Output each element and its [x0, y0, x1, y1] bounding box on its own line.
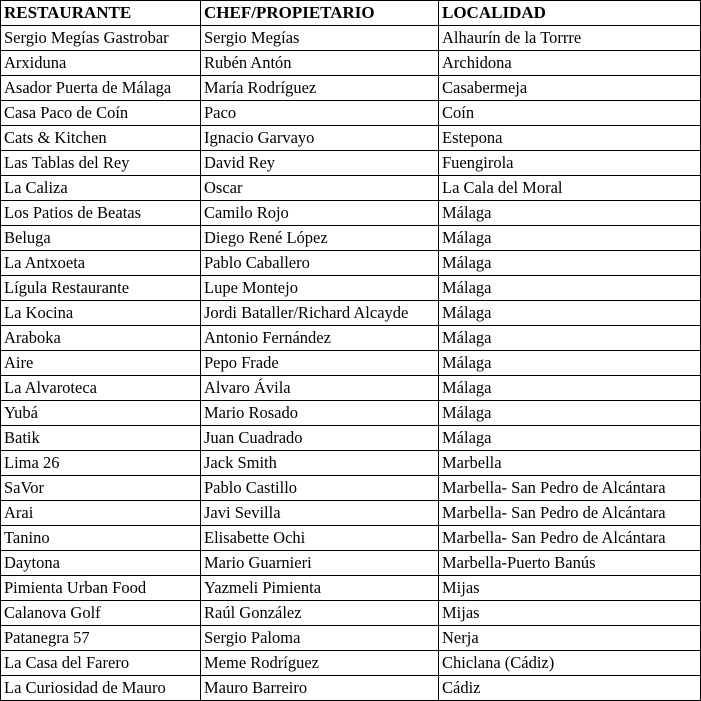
location-cell: Málaga: [439, 226, 701, 251]
location-cell: Marbella-Puerto Banús: [439, 551, 701, 576]
table-row: [1, 476, 701, 501]
chef-cell: Rubén Antón: [201, 51, 439, 76]
chef-cell: Jack Smith: [201, 451, 439, 476]
chef-cell: Elisabette Ochi: [201, 526, 439, 551]
table-row: [1, 151, 701, 176]
table-header: [1, 1, 701, 26]
restaurant-cell: Beluga: [1, 226, 201, 251]
table-row: [1, 201, 701, 226]
restaurant-cell: Arai: [1, 501, 201, 526]
restaurant-cell: Cats & Kitchen: [1, 126, 201, 151]
location-cell: Marbella: [439, 451, 701, 476]
location-cell: Coín: [439, 101, 701, 126]
restaurant-cell: Daytona: [1, 551, 201, 576]
table-row: [1, 601, 701, 626]
chef-cell: Sergio Paloma: [201, 626, 439, 651]
header-localidad: LOCALIDAD: [439, 1, 701, 26]
table-row: [1, 401, 701, 426]
table-row: [1, 326, 701, 351]
chef-cell: Pepo Frade: [201, 351, 439, 376]
location-cell: Alhaurín de la Torrre: [439, 26, 701, 51]
chef-cell: Javi Sevilla: [201, 501, 439, 526]
location-cell: Mijas: [439, 601, 701, 626]
restaurant-cell: Yubá: [1, 401, 201, 426]
chef-cell: Antonio Fernández: [201, 326, 439, 351]
restaurant-cell: Sergio Megías Gastrobar: [1, 26, 201, 51]
restaurant-cell: SaVor: [1, 476, 201, 501]
header-row: [1, 1, 701, 26]
location-cell: Málaga: [439, 251, 701, 276]
chef-cell: Meme Rodríguez: [201, 651, 439, 676]
location-cell: Málaga: [439, 401, 701, 426]
table-row: [1, 226, 701, 251]
chef-cell: Ignacio Garvayo: [201, 126, 439, 151]
restaurant-cell: La Kocina: [1, 301, 201, 326]
location-cell: Málaga: [439, 276, 701, 301]
table-row: [1, 426, 701, 451]
table-row: [1, 276, 701, 301]
restaurant-cell: La Curiosidad de Mauro: [1, 676, 201, 701]
restaurant-cell: Lima 26: [1, 451, 201, 476]
header-restaurante: RESTAURANTE: [1, 1, 201, 26]
restaurant-cell: La Caliza: [1, 176, 201, 201]
restaurant-cell: Lígula Restaurante: [1, 276, 201, 301]
chef-cell: Mario Rosado: [201, 401, 439, 426]
chef-cell: Camilo Rojo: [201, 201, 439, 226]
table-row: [1, 376, 701, 401]
chef-cell: David Rey: [201, 151, 439, 176]
table-row: [1, 176, 701, 201]
location-cell: Marbella- San Pedro de Alcántara: [439, 526, 701, 551]
table-row: [1, 676, 701, 701]
location-cell: Cádiz: [439, 676, 701, 701]
restaurant-cell: Asador Puerta de Málaga: [1, 76, 201, 101]
chef-cell: Oscar: [201, 176, 439, 201]
table-row: [1, 101, 701, 126]
restaurant-cell: Batik: [1, 426, 201, 451]
chef-cell: Mario Guarnieri: [201, 551, 439, 576]
restaurant-cell: La Antxoeta: [1, 251, 201, 276]
restaurant-cell: Tanino: [1, 526, 201, 551]
restaurant-cell: Las Tablas del Rey: [1, 151, 201, 176]
restaurant-cell: Calanova Golf: [1, 601, 201, 626]
table-row: [1, 251, 701, 276]
location-cell: Málaga: [439, 376, 701, 401]
table-row: [1, 501, 701, 526]
table-row: [1, 626, 701, 651]
chef-cell: Juan Cuadrado: [201, 426, 439, 451]
table-row: [1, 51, 701, 76]
chef-cell: Raúl González: [201, 601, 439, 626]
location-cell: Fuengirola: [439, 151, 701, 176]
location-cell: Archidona: [439, 51, 701, 76]
chef-cell: Yazmeli Pimienta: [201, 576, 439, 601]
table-row: [1, 26, 701, 51]
table-body: [1, 26, 701, 701]
header-chef-propietario: CHEF/PROPIETARIO: [201, 1, 439, 26]
location-cell: Málaga: [439, 351, 701, 376]
restaurant-cell: Araboka: [1, 326, 201, 351]
location-cell: La Cala del Moral: [439, 176, 701, 201]
chef-cell: Pablo Caballero: [201, 251, 439, 276]
table-row: [1, 76, 701, 101]
chef-cell: Jordi Bataller/Richard Alcayde: [201, 301, 439, 326]
chef-cell: Sergio Megías: [201, 26, 439, 51]
chef-cell: Lupe Montejo: [201, 276, 439, 301]
chef-cell: Pablo Castillo: [201, 476, 439, 501]
location-cell: Marbella- San Pedro de Alcántara: [439, 501, 701, 526]
table-row: [1, 351, 701, 376]
location-cell: Málaga: [439, 201, 701, 226]
table-row: [1, 126, 701, 151]
restaurant-cell: Los Patios de Beatas: [1, 201, 201, 226]
table-row: [1, 551, 701, 576]
location-cell: Málaga: [439, 326, 701, 351]
restaurant-cell: Aire: [1, 351, 201, 376]
location-cell: Casabermeja: [439, 76, 701, 101]
location-cell: Málaga: [439, 426, 701, 451]
restaurant-cell: La Casa del Farero: [1, 651, 201, 676]
chef-cell: María Rodríguez: [201, 76, 439, 101]
location-cell: Mijas: [439, 576, 701, 601]
restaurant-cell: Casa Paco de Coín: [1, 101, 201, 126]
restaurant-cell: Pimienta Urban Food: [1, 576, 201, 601]
restaurant-cell: La Alvaroteca: [1, 376, 201, 401]
location-cell: Chiclana (Cádiz): [439, 651, 701, 676]
chef-cell: Diego René López: [201, 226, 439, 251]
table-row: [1, 301, 701, 326]
restaurant-cell: Arxiduna: [1, 51, 201, 76]
restaurant-cell: Patanegra 57: [1, 626, 201, 651]
location-cell: Nerja: [439, 626, 701, 651]
location-cell: Málaga: [439, 301, 701, 326]
chef-cell: Alvaro Ávila: [201, 376, 439, 401]
location-cell: Estepona: [439, 126, 701, 151]
chef-cell: Mauro Barreiro: [201, 676, 439, 701]
table-row: [1, 526, 701, 551]
table-row: [1, 651, 701, 676]
location-cell: Marbella- San Pedro de Alcántara: [439, 476, 701, 501]
table-row: [1, 576, 701, 601]
table-row: [1, 451, 701, 476]
chef-cell: Paco: [201, 101, 439, 126]
